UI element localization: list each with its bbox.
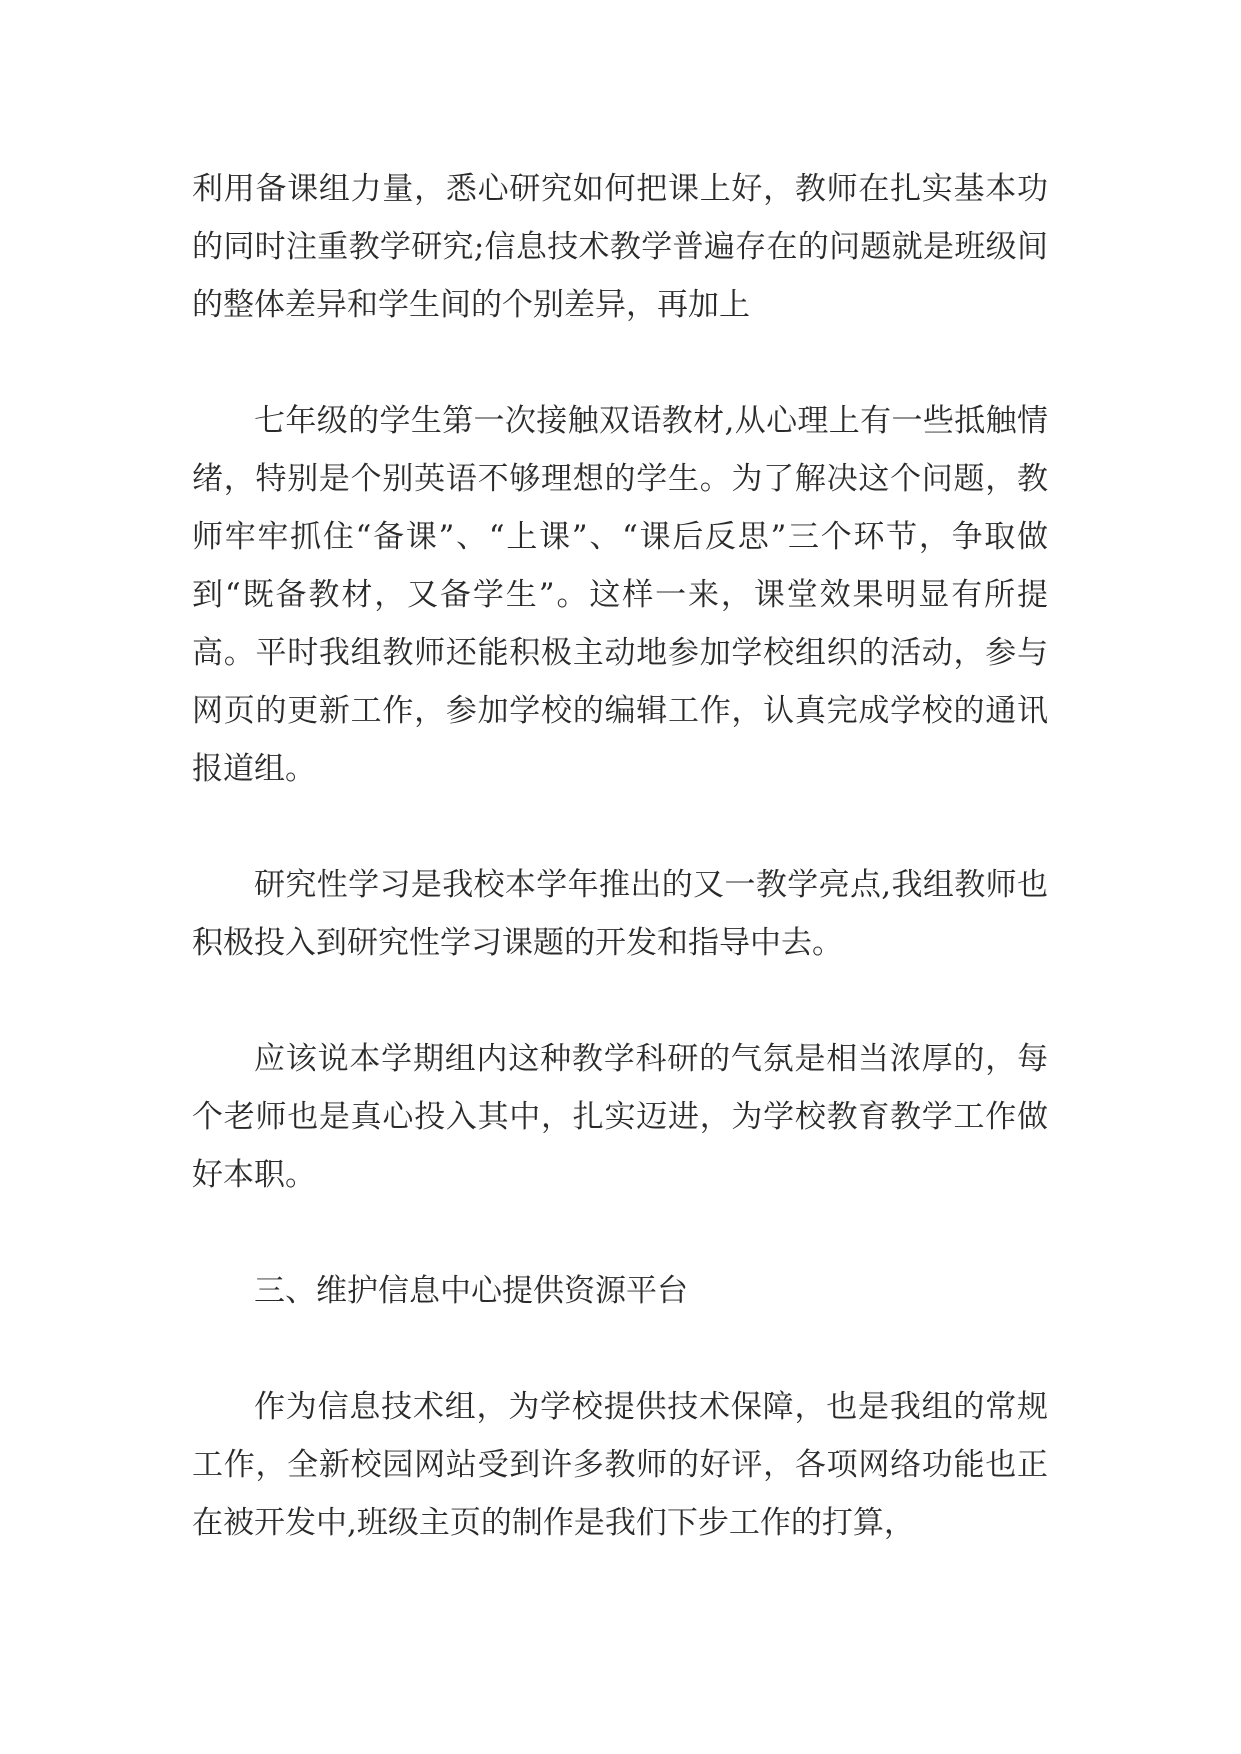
paragraph-research-learning: 研究性学习是我校本学年推出的又一教学亮点,我组教师也积极投入到研究性学习课题的开发和指导中去。 [192, 867, 1048, 961]
paragraph-grade-seven: 七年级的学生第一次接触双语教材,从心理上有一些抵触情绪，特别是个别英语不够理想的学生。为了解决这个问题，教师牢牢抓住“备课”、“上课”、“课后反思”三个环节，争取做到“既备教材，又备学生”。这样一来，课堂效果明显有所提高。平时我组教师还能积极主动地参加学校组织的活动，参与网页的更新工作，参加学校的编辑工作，认真完成学校的通讯报道组。 [192, 403, 1048, 787]
document-body [192, 160, 1048, 1552]
paragraph-continuation: 利用备课组力量，悉心研究如何把课上好，教师在扎实基本功的同时注重教学研究;信息技术教学普遍存在的问题就是班级间的整体差异和学生间的个别差异，再加上 [192, 171, 1048, 323]
paragraph-tech-support: 作为信息技术组，为学校提供技术保障，也是我组的常规工作，全新校园网站受到许多教师的好评，各项网络功能也正在被开发中,班级主页的制作是我们下步工作的打算， [192, 1389, 1048, 1541]
section-heading: 三、维护信息中心提供资源平台 [254, 1273, 688, 1309]
paragraph-research-atmosphere: 应该说本学期组内这种教学科研的气氛是相当浓厚的，每个老师也是真心投入其中，扎实迈进，为学校教育教学工作做好本职。 [192, 1041, 1048, 1193]
